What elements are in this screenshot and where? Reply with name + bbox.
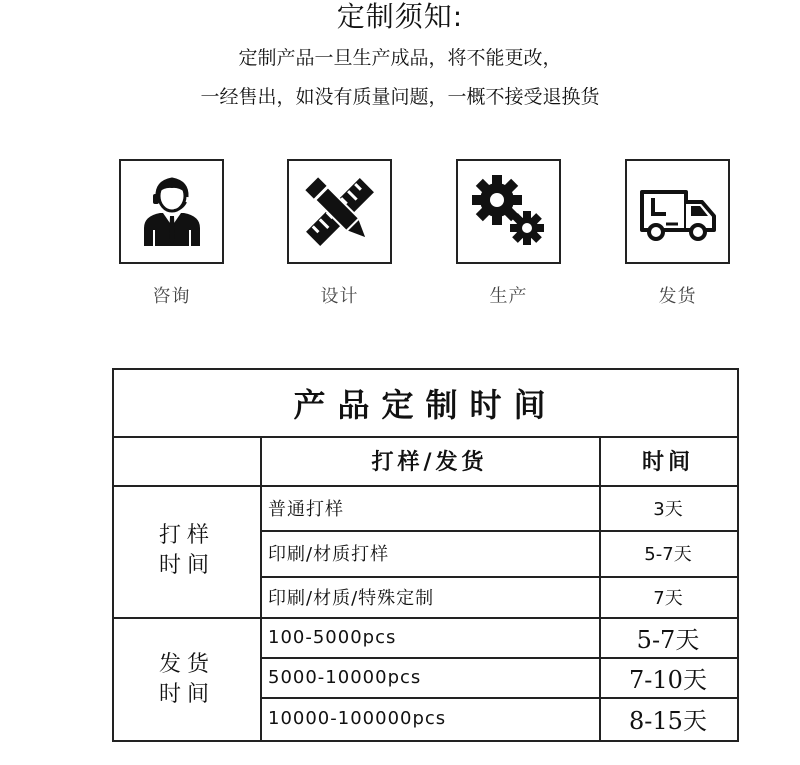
step-production-box xyxy=(456,159,561,264)
table-title: 产品定制时间 xyxy=(293,386,558,424)
gears-icon xyxy=(467,170,551,254)
group-label-sample-line1: 打样 xyxy=(158,523,215,548)
table-row-time: 7-10天 xyxy=(629,665,707,694)
table-row-time: 3天 xyxy=(653,498,683,520)
production-time-table xyxy=(112,368,739,742)
table-row-item: 印刷/材质打样 xyxy=(268,544,390,565)
table-row-time: 8-15天 xyxy=(629,707,707,735)
delivery-truck-icon xyxy=(636,170,720,254)
table-row-time: 5-7天 xyxy=(636,625,700,654)
step-consult-label: 咨询 xyxy=(152,286,191,307)
notice-line-2: 一经售出，如没有质量问题，一概不接受退换货 xyxy=(200,86,600,108)
table-row-item: 100-5000pcs xyxy=(268,626,397,648)
table-row-time: 7天 xyxy=(653,587,683,609)
group-label-shipping-line1: 发货 xyxy=(158,651,215,677)
group-label-shipping-line2: 时间 xyxy=(158,681,215,707)
customer-service-icon xyxy=(130,170,214,254)
step-consult-box xyxy=(119,159,224,264)
step-production-label: 生产 xyxy=(489,286,528,307)
step-design-box xyxy=(287,159,392,264)
notice-line-1: 定制产品一旦生产成品，将不能更改， xyxy=(238,47,562,69)
group-label-sample xyxy=(114,485,260,617)
table-header-item: 打样/发货 xyxy=(371,450,488,475)
group-label-shipping xyxy=(114,617,260,742)
table-row-item: 10000-100000pcs xyxy=(268,708,447,729)
group-label-sample-line2: 时间 xyxy=(158,553,215,578)
step-shipping-box xyxy=(625,159,730,264)
step-shipping-label: 发货 xyxy=(658,286,697,307)
notice-title: 定制须知: xyxy=(336,0,464,33)
table-row-item: 普通打样 xyxy=(268,498,344,520)
table-row-item: 印刷/材质/特殊定制 xyxy=(268,587,435,609)
table-header-time: 时间 xyxy=(641,450,694,475)
table-row-time: 5-7天 xyxy=(644,544,692,565)
pencil-ruler-icon xyxy=(298,170,382,254)
step-design-label: 设计 xyxy=(320,286,359,307)
table-row-item: 5000-10000pcs xyxy=(268,666,422,688)
